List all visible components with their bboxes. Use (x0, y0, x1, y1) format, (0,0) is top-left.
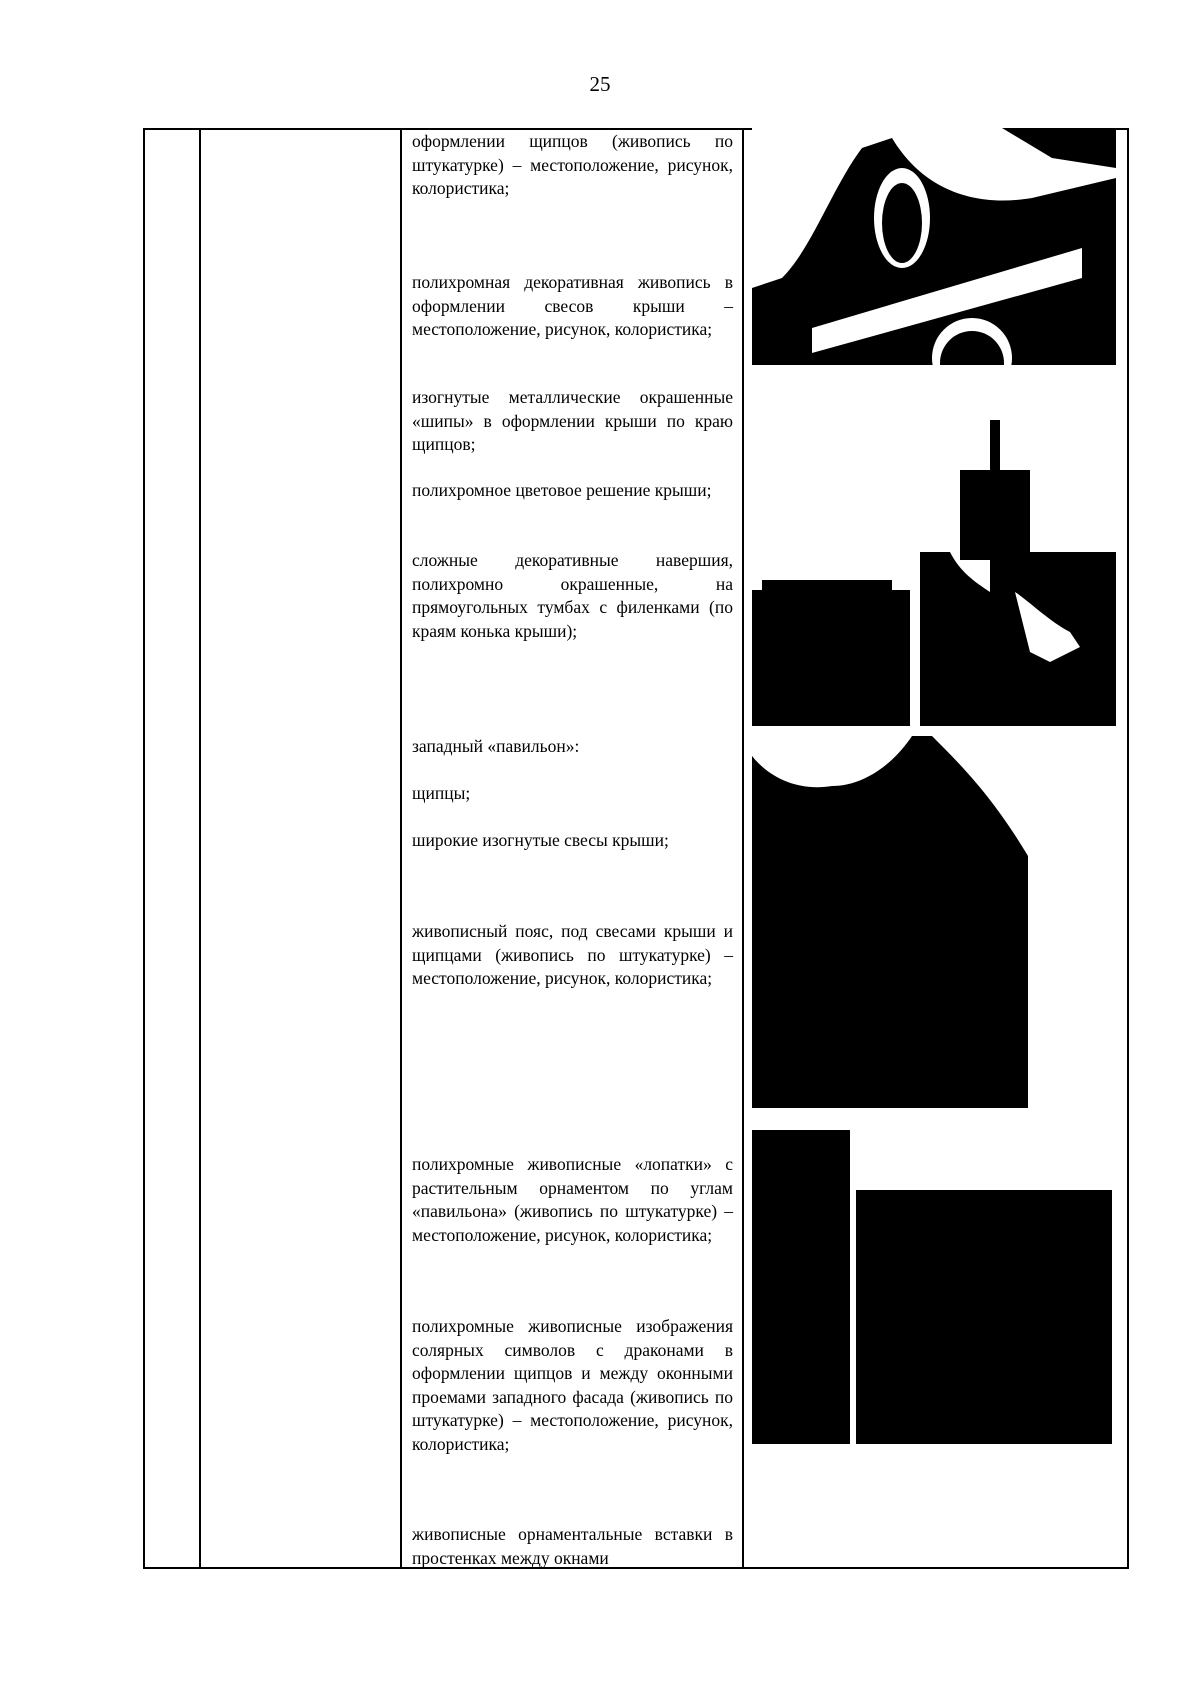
text-paragraph-1: оформлении щипцов (живопись по штукатурке) – местоположение, рисунок, колористика; (412, 131, 733, 198)
text-paragraph-2: полихромная декоративная живопись в оформлении свесов крыши – местоположение, рисунок, колористика; (412, 272, 733, 339)
photo-west-pavilion (752, 736, 1028, 1108)
column-divider-3 (742, 128, 744, 1569)
text-paragraph-7: щипцы; (412, 783, 471, 803)
column-divider-2 (400, 128, 402, 1569)
page-number: 25 (589, 72, 611, 96)
finial-top (960, 470, 1030, 560)
text-paragraph-12: живописные орнаментальные вставки в простенках между окнами (412, 1524, 733, 1568)
text-paragraph-8: широкие изогнутые свесы крыши; (412, 830, 669, 850)
photo-corner-pilaster (752, 1130, 850, 1444)
text-paragraph-3: изогнутые металлические окрашенные «шипы» в оформлении крыши по краю щипцов; (412, 387, 733, 454)
text-paragraph-5: сложные декоративные навершия, полихромно окрашенные, на прямоугольных тумбах с филенками (по краям конька крыши); (412, 550, 733, 641)
text-paragraph-9: живописный пояс, под свесами крыши и щипцами (живопись по штукатурке) – местоположение, рисунок, колористика; (412, 921, 733, 988)
photo-gable-painting (752, 128, 1116, 365)
column-divider-1 (199, 128, 201, 1569)
photo-finial-left (752, 570, 910, 726)
photo-finial-right (920, 552, 1116, 726)
text-paragraph-11: полихромные живописные изображения солярных символов с драконами в оформлении щипцов и между оконными проемами западного фасада (живопись по штукатурке) – местоположение, рисунок, колористика; (412, 1316, 733, 1454)
text-paragraph-10: полихромные живописные «лопатки» с растительным орнаментом по углам «павильона» (живопись по штукатурке) – местоположение, рисунок, колористика; (412, 1154, 733, 1245)
text-paragraph-4: полихромное цветовое решение крыши; (412, 480, 712, 500)
text-paragraph-6: западный «павильон»: (412, 736, 580, 756)
photo-solar-symbols (856, 1190, 1112, 1444)
